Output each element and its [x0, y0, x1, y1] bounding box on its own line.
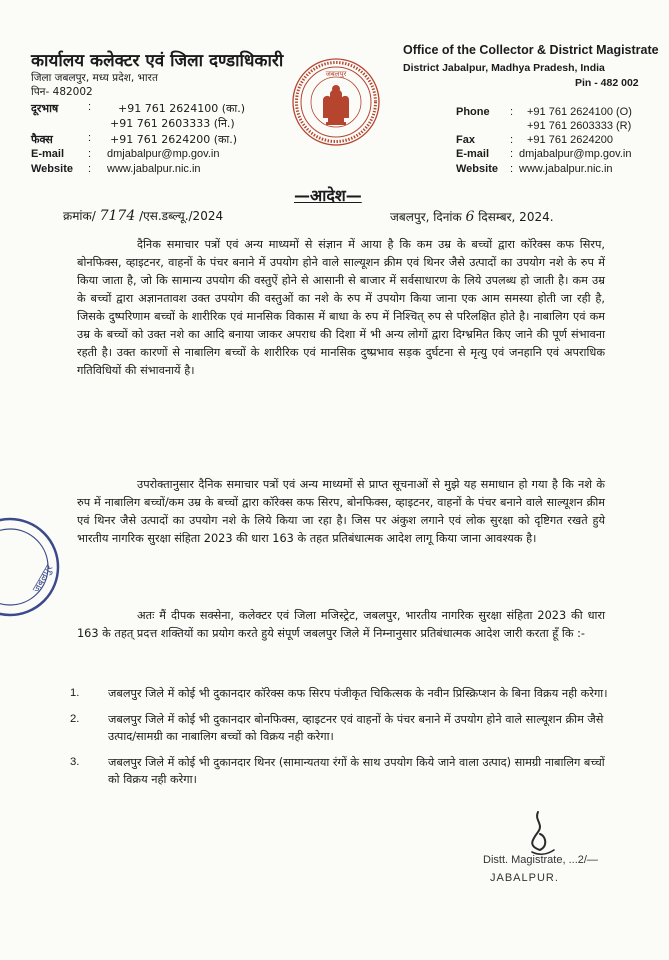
- colon: :: [88, 163, 92, 175]
- fax-label-hindi: फैक्स: [31, 133, 53, 146]
- paragraph-1-text: दैनिक समाचार पत्रों एवं अन्य माध्यमों से संज्ञान में आया है कि कम उम्र के बच्चों द्वारा कॉरेक्स कफ सिरप, बोनफिक्स, व्हाइटनर, वाहनों के पंचर बनाने में उपयोग होने वाले साल्यूशन क्रीम एवं थिनर जैसे उत्पादों का उपयोग नशे के रुप में किया जाता है, जो कि सामान्य उपयोग की वस्तुऐं होने से आसानी से बाजार में सर्वसाधारण के लिये उपलब्ध हो जाती है। कम उम्र के बच्चों द्वारा अज्ञानतावश उक्त उपयोग की वस्तुओं का नशे के रुप में उपयोग किया जाना एक आम समस्या होती जा रही है, जिसके दुष्परिणाम बच्चों के शारीरिक एवं मानसिक विकास में बाधा के रुप में निश्चित् रुप से परिलक्षित होते है। नाबालिग एवं कम उम्र के बच्चों को उक्त नशे का आदि बनाया जाकर अपराध की दिशा में भी अन्य लोगों द्वारा दिग्भ्रमित किए जाने की पूर्ण संभावना रहती है। उक्त कारणों से नाबालिग बच्चों के शारीरिक एवं मानसिक दुष्प्रभाव सड़क दुर्घटना से मृत्यु एवं जनहानि एवं अपराधिक गतिविधियों की संभावनायें है।: [77, 238, 605, 377]
- colon: :: [88, 148, 92, 160]
- footer-designation-line: Distt. Magistrate, ...2/—: [483, 854, 598, 866]
- colon: :: [510, 106, 514, 118]
- emblem-seal-icon: [290, 56, 382, 148]
- list-item-number: 2.: [70, 713, 80, 725]
- fax-english: +91 761 2624200: [527, 134, 613, 146]
- list-item: [70, 754, 610, 788]
- paragraph-2-text: उपरोक्तानुसार दैनिक समाचार पत्रों एवं अन्य माध्यमों से प्राप्त सूचनाओं से मुझे यह समाधान हो गया है कि नशे के रुप में नाबालिग बच्चों/कम उम्र के बच्चों द्वारा कॉरेक्स कफ सिरप, बोनफिक्स, व्हाइटनर, वाहनों के पंचर बनाने वाले साल्यूशन क्रीम एवं थिनर जैसे उत्पादों का उपयोग नशे के लिये किया जा रहा है। जिस पर अंकुश लगाने एवं लोक सुरक्षा को दृष्टिगत रखते हुये भारतीय नागरिक सुरक्षा संहिता 2023 की धारा 163 के तहत प्रतिबंधात्मक आदेश लागू किया जाना आवश्यक है।: [77, 478, 605, 545]
- phone-1-hindi: +91 761 2624100 (का.): [118, 102, 246, 115]
- reference-prefix: क्रमांक/: [63, 209, 96, 223]
- website-right: www.jabalpur.nic.in: [519, 163, 613, 175]
- office-stamp-icon: [0, 497, 60, 637]
- paragraph-1: [77, 236, 605, 380]
- phone-label-english: Phone: [456, 106, 490, 118]
- footer-place: JABALPUR.: [490, 872, 559, 884]
- reference-suffix: /एस.डब्ल्यू./2024: [139, 209, 224, 223]
- email-label-left: E-mail: [31, 148, 65, 160]
- email-label-right: E-mail: [456, 148, 490, 160]
- date-prefix: जबलपुर, दिनांक: [390, 210, 462, 224]
- page-marker: ...2/—: [568, 854, 598, 866]
- website-left: www.jabalpur.nic.in: [107, 163, 201, 175]
- date-line: [390, 208, 554, 225]
- colon: :: [510, 163, 514, 175]
- date-suffix: दिसम्बर, 2024.: [478, 210, 554, 224]
- phone-label-hindi: दूरभाष: [31, 102, 59, 115]
- list-item-number: 3.: [70, 756, 80, 768]
- reference-number: 7174: [99, 208, 136, 224]
- list-item-text: जबलपुर जिले में कोई भी दुकानदार कॉरेक्स कफ सिरप पंजीकृत चिकित्सक के नवीन प्रिस्क्रिप्शन के बिना विक्रय नही करेगा।: [108, 687, 608, 700]
- list-item-text: जबलपुर जिले में कोई भी दुकानदार बोनफिक्स, व्हाइटनर एवं वाहनों के पंचर बनाने में उपयोग होने वाले साल्यूशन क्रीम जैसे उत्पाद/सामग्री का नाबालिग बच्चों को विक्रय नही करेगा।: [108, 713, 604, 743]
- order-list: [70, 685, 610, 797]
- website-label-left: Website: [31, 163, 73, 175]
- phone-2-hindi: +91 761 2603333 (नि.): [110, 117, 235, 130]
- colon: :: [88, 132, 92, 144]
- colon: :: [88, 101, 92, 113]
- paragraph-3-text: अतः मैं दीपक सक्सेना, कलेक्टर एवं जिला मजिस्ट्रेट, जबलपुर, भारतीय नागरिक सुरक्षा संहिता 2023 की धारा 163 के तहत् प्रदत्त शक्तियों का प्रयोग करते हुये संपूर्ण जबलपुर जिले में निम्नानुसार प्रतिबंधात्मक आदेश जारी करता हूँ कि :-: [77, 609, 605, 640]
- stamp-text: जबलपुर: [31, 563, 56, 595]
- paragraph-2: [77, 476, 605, 548]
- list-item-text: जबलपुर जिले में कोई भी दुकानदार थिनर (सामान्यतया रंगों के साथ उपयोग किये जाने वाला उत्पाद) सामग्री नाबालिग बच्चों को विक्रय नही करेगा।: [108, 756, 605, 786]
- pin-hindi: पिन- 482002: [31, 86, 93, 98]
- colon: :: [510, 148, 514, 160]
- list-item: [70, 711, 610, 745]
- emblem-label: जबलपुर: [325, 70, 347, 78]
- phone-1-english: +91 761 2624100 (O): [527, 106, 632, 118]
- reference-line: [63, 207, 223, 224]
- date-day: 6: [465, 209, 475, 225]
- list-item: [70, 685, 610, 702]
- office-title-english: Office of the Collector & District Magistrate: [403, 43, 659, 57]
- order-heading: —आदेश—: [294, 186, 362, 205]
- colon: :: [510, 134, 514, 146]
- address-hindi: जिला जबलपुर, मध्य प्रदेश, भारत: [31, 72, 158, 84]
- email-left: dmjabalpur@mp.gov.in: [107, 148, 220, 160]
- address-english: District Jabalpur, Madhya Pradesh, India: [403, 62, 605, 74]
- email-right: dmjabalpur@mp.gov.in: [519, 148, 632, 160]
- paragraph-3: [77, 607, 605, 643]
- fax-label-english: Fax: [456, 134, 475, 146]
- phone-2-english: +91 761 2603333 (R): [527, 120, 632, 132]
- website-label-right: Website: [456, 163, 498, 175]
- office-title-hindi: कार्यालय कलेक्टर एवं जिला दण्डाधिकारी: [31, 51, 284, 71]
- list-item-number: 1.: [70, 687, 80, 699]
- pin-english: Pin - 482 002: [575, 77, 639, 89]
- fax-hindi: +91 761 2624200 (का.): [110, 133, 238, 146]
- designation: Distt. Magistrate: [483, 854, 563, 866]
